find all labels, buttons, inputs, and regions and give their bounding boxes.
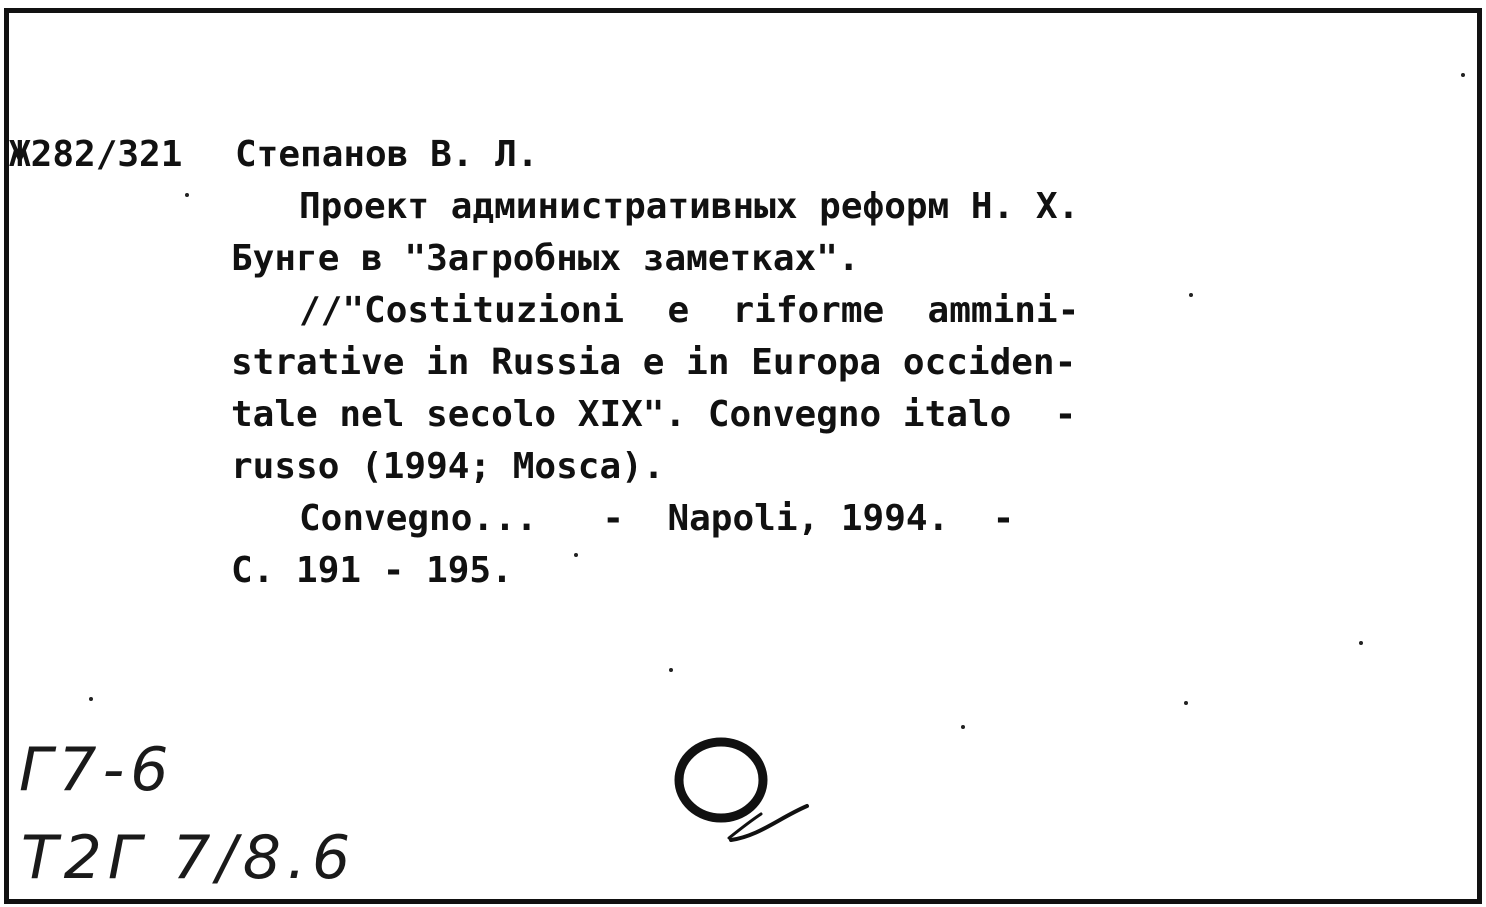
title-line-1: Проект административных реформ Н. Х. <box>299 186 1080 227</box>
handwritten-circle-mark <box>669 718 819 858</box>
source-line-4: russo (1994; Mosca). <box>231 446 665 487</box>
publication-line: Convegno... - Napoli, 1994. - <box>299 498 1015 539</box>
speck <box>1184 701 1188 705</box>
handwritten-code-1: Г7-6 <box>19 735 175 805</box>
source-line-3: tale nel secolo XIX". Convegno italo - <box>231 394 1077 435</box>
speck <box>574 553 578 557</box>
speck <box>1461 73 1465 77</box>
source-line-2: strative in Russia e in Europa occiden- <box>231 342 1077 383</box>
handwritten-code-2: Т2Г 7/8.6 <box>21 823 357 893</box>
speck <box>1189 293 1193 297</box>
catalog-card <box>4 8 1482 904</box>
speck <box>1359 641 1363 645</box>
speck <box>89 697 93 701</box>
author-name: Степанов В. Л. <box>235 134 539 175</box>
title-line-2: Бунге в "Загробных заметках". <box>231 238 860 279</box>
speck <box>961 725 965 729</box>
shelfmark: Ж282/321 <box>9 134 183 175</box>
pages-line: С. 191 - 195. <box>231 550 513 591</box>
speck <box>185 193 189 197</box>
source-line-1: //"Costituzioni e riforme ammini- <box>299 290 1080 331</box>
speck <box>669 668 673 672</box>
